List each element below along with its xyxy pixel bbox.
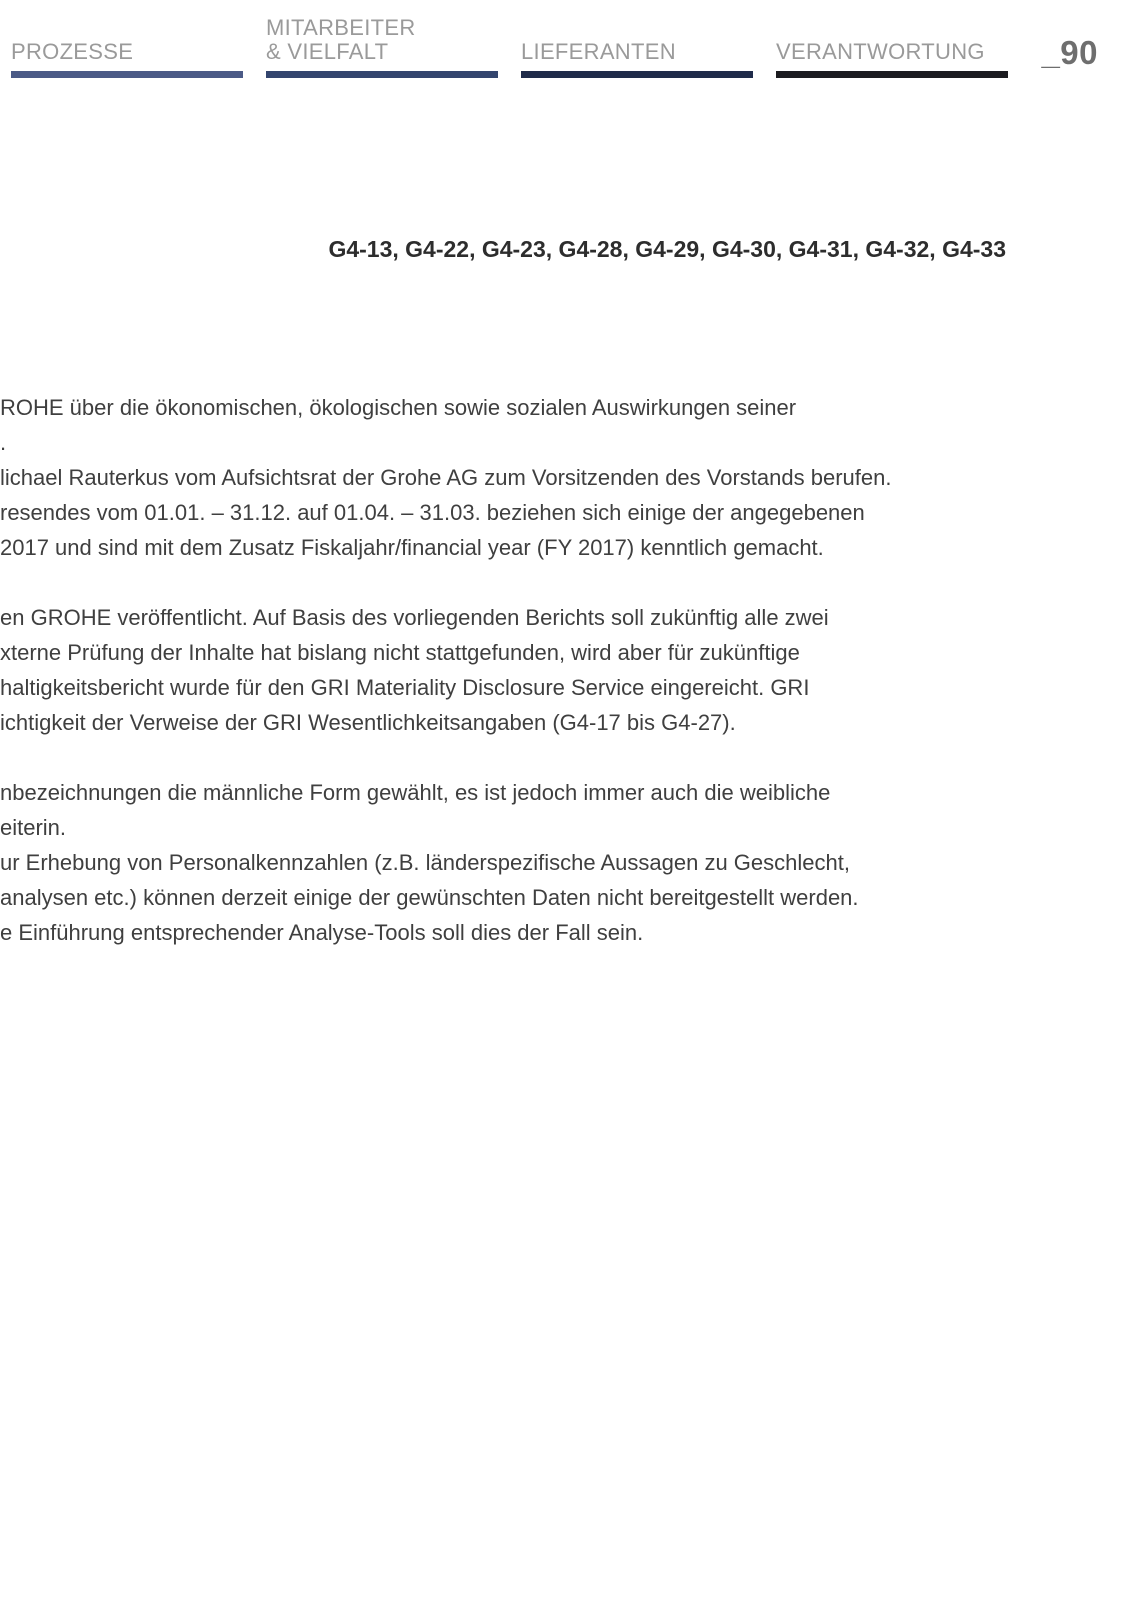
text-line: en GROHE veröffentlicht. Auf Basis des vorliegenden Berichts soll zukünftig alle zwei	[0, 605, 829, 630]
text-line: ROHE über die ökonomischen, ökologischen sowie sozialen Auswirkungen seiner	[0, 395, 797, 420]
gri-references: G4-13, G4-22, G4-23, G4-28, G4-29, G4-30, G4-31, G4-32, G4-33	[328, 236, 1006, 262]
paragraph	[0, 460, 1000, 565]
nav-tab-prozesse[interactable]	[11, 0, 243, 78]
text-line: haltigkeitsbericht wurde für den GRI Materiality Disclosure Service eingereicht. GRI	[0, 675, 810, 700]
nav-tab-label: VERANTWORTUNG	[776, 39, 985, 64]
text-line: e Einführung entsprechender Analyse-Tools soll dies der Fall sein.	[0, 920, 644, 945]
text-line: ur Erhebung von Personalkennzahlen (z.B. länderspezifische Aussagen zu Geschlecht,	[0, 850, 850, 875]
nav-tab-verantwortung[interactable]	[776, 0, 1008, 78]
paragraph-spacer	[0, 740, 1000, 775]
text-line: lichael Rauterkus vom Aufsichtsrat der Grohe AG zum Vorsitzenden des Vorstands berufen.	[0, 465, 892, 490]
nav-tab-label: PROZESSE	[11, 39, 134, 64]
text-line: 2017 und sind mit dem Zusatz Fiskaljahr/financial year (FY 2017) kenntlich gemacht.	[0, 535, 824, 560]
text-line: resendes vom 01.01. – 31.12. auf 01.04. – 31.03. beziehen sich einige der angegebenen	[0, 500, 865, 525]
nav-tab-mitarbeiter-vielfalt[interactable]	[266, 0, 498, 78]
text-line: eiterin.	[0, 815, 67, 840]
paragraph	[0, 775, 1000, 845]
text-line: nbezeichnungen die männliche Form gewählt, es ist jedoch immer auch die weibliche	[0, 780, 831, 805]
body-text	[0, 390, 1000, 950]
nav-tab-label: MITARBEITER & VIELFALT	[266, 15, 416, 64]
paragraph	[0, 845, 1000, 950]
paragraph-spacer	[0, 565, 1000, 600]
text-line: ichtigkeit der Verweise der GRI Wesentlichkeitsangaben (G4-17 bis G4-27).	[0, 710, 736, 735]
text-line: xterne Prüfung der Inhalte hat bislang nicht stattgefunden, wird aber für zukünftige	[0, 640, 800, 665]
nav-tab-lieferanten[interactable]	[521, 0, 753, 78]
page-number: _90	[1041, 34, 1098, 71]
nav-tab-bar	[266, 71, 498, 78]
paragraph	[0, 390, 1000, 460]
text-line: .	[0, 430, 7, 455]
nav-tab-label: LIEFERANTEN	[521, 39, 676, 64]
nav-tab-bar	[521, 71, 753, 78]
text-line: analysen etc.) können derzeit einige der gewünschten Daten nicht bereitgestellt werden.	[0, 885, 859, 910]
paragraph	[0, 600, 1000, 740]
nav-tab-bar	[776, 71, 1008, 78]
nav-tab-bar	[11, 71, 243, 78]
